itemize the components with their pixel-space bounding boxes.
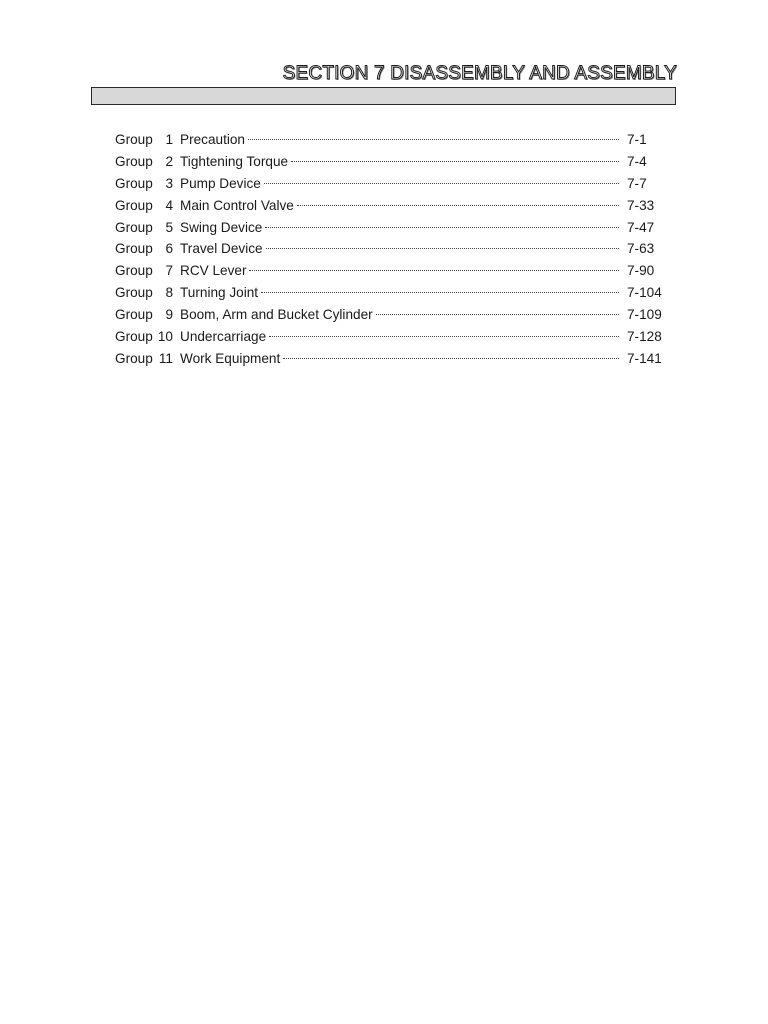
toc-group-label: Group [115,132,153,147]
dot-leader [297,204,619,206]
dot-leader [291,160,619,162]
toc-page-number: 7-141 [627,350,662,366]
toc-title: Work Equipment [180,348,283,370]
dot-leader [269,335,619,337]
toc-entry[interactable] [115,173,675,195]
dot-leader [283,357,619,359]
toc-group-number: 3 [165,175,173,191]
toc-group-number: 2 [165,153,173,169]
toc-page-number: 7-128 [627,329,662,345]
dot-leader [376,313,619,315]
toc-group-label: Group [115,263,153,279]
toc-entry[interactable] [115,326,675,348]
toc-title: Travel Device [180,238,266,260]
toc-group-label: Group [115,350,153,366]
toc-group-label: Group [115,285,153,301]
toc-title: Turning Joint [180,282,261,304]
toc-group-label: Group [115,153,153,169]
section-title: SECTION 7 DISASSEMBLY AND ASSEMBLY [282,63,677,84]
toc-entry[interactable] [115,260,675,282]
toc-group-number: 4 [165,197,173,213]
dot-leader [266,247,619,249]
toc-group-label: Group [115,329,153,345]
toc-title: Swing Device [180,217,265,239]
toc-title: RCV Lever [180,260,249,282]
toc-group-label: Group [115,307,153,323]
toc-entry[interactable] [115,129,675,151]
toc-entry[interactable] [115,348,675,370]
dot-leader [265,226,619,228]
toc-title: Main Control Valve [180,195,297,217]
toc-page-number: 7-4 [627,153,647,169]
dot-leader [248,138,619,140]
toc-page-number: 7-104 [627,285,662,301]
toc-group-number: 8 [165,285,173,301]
toc-page-number: 7-1 [627,132,647,147]
toc-entry[interactable] [115,282,675,304]
toc-title: Precaution [180,129,248,151]
toc-group-label: Group [115,241,153,257]
toc-page-number: 7-90 [627,263,655,279]
toc-title: Undercarriage [180,326,269,348]
toc-group-number: 7 [165,263,173,279]
toc-entry[interactable] [115,304,675,326]
toc-group-label: Group [115,175,153,191]
toc-group-number: 5 [165,219,173,235]
toc-page-number: 7-63 [627,241,655,257]
dot-leader [261,291,619,293]
toc-entry[interactable] [115,238,675,260]
toc-group-number: 11 [158,350,173,366]
title-bar [91,87,676,105]
toc-page-number: 7-109 [627,307,662,323]
toc-group-label: Group [115,197,153,213]
toc-entry[interactable] [115,195,675,217]
toc-page-number: 7-33 [627,197,655,213]
dot-leader [249,269,619,271]
toc-group-number: 1 [165,132,173,147]
toc-group-label: Group [115,219,153,235]
table-of-contents [115,129,675,370]
toc-page-number: 7-7 [627,175,647,191]
dot-leader [264,182,619,184]
toc-page-number: 7-47 [627,219,655,235]
toc-entry[interactable] [115,151,675,173]
toc-title: Tightening Torque [180,151,291,173]
toc-group-number: 10 [157,329,173,345]
toc-title: Pump Device [180,173,264,195]
toc-group-number: 6 [165,241,173,257]
toc-title: Boom, Arm and Bucket Cylinder [180,304,376,326]
toc-entry[interactable] [115,217,675,239]
toc-group-number: 9 [165,307,173,323]
